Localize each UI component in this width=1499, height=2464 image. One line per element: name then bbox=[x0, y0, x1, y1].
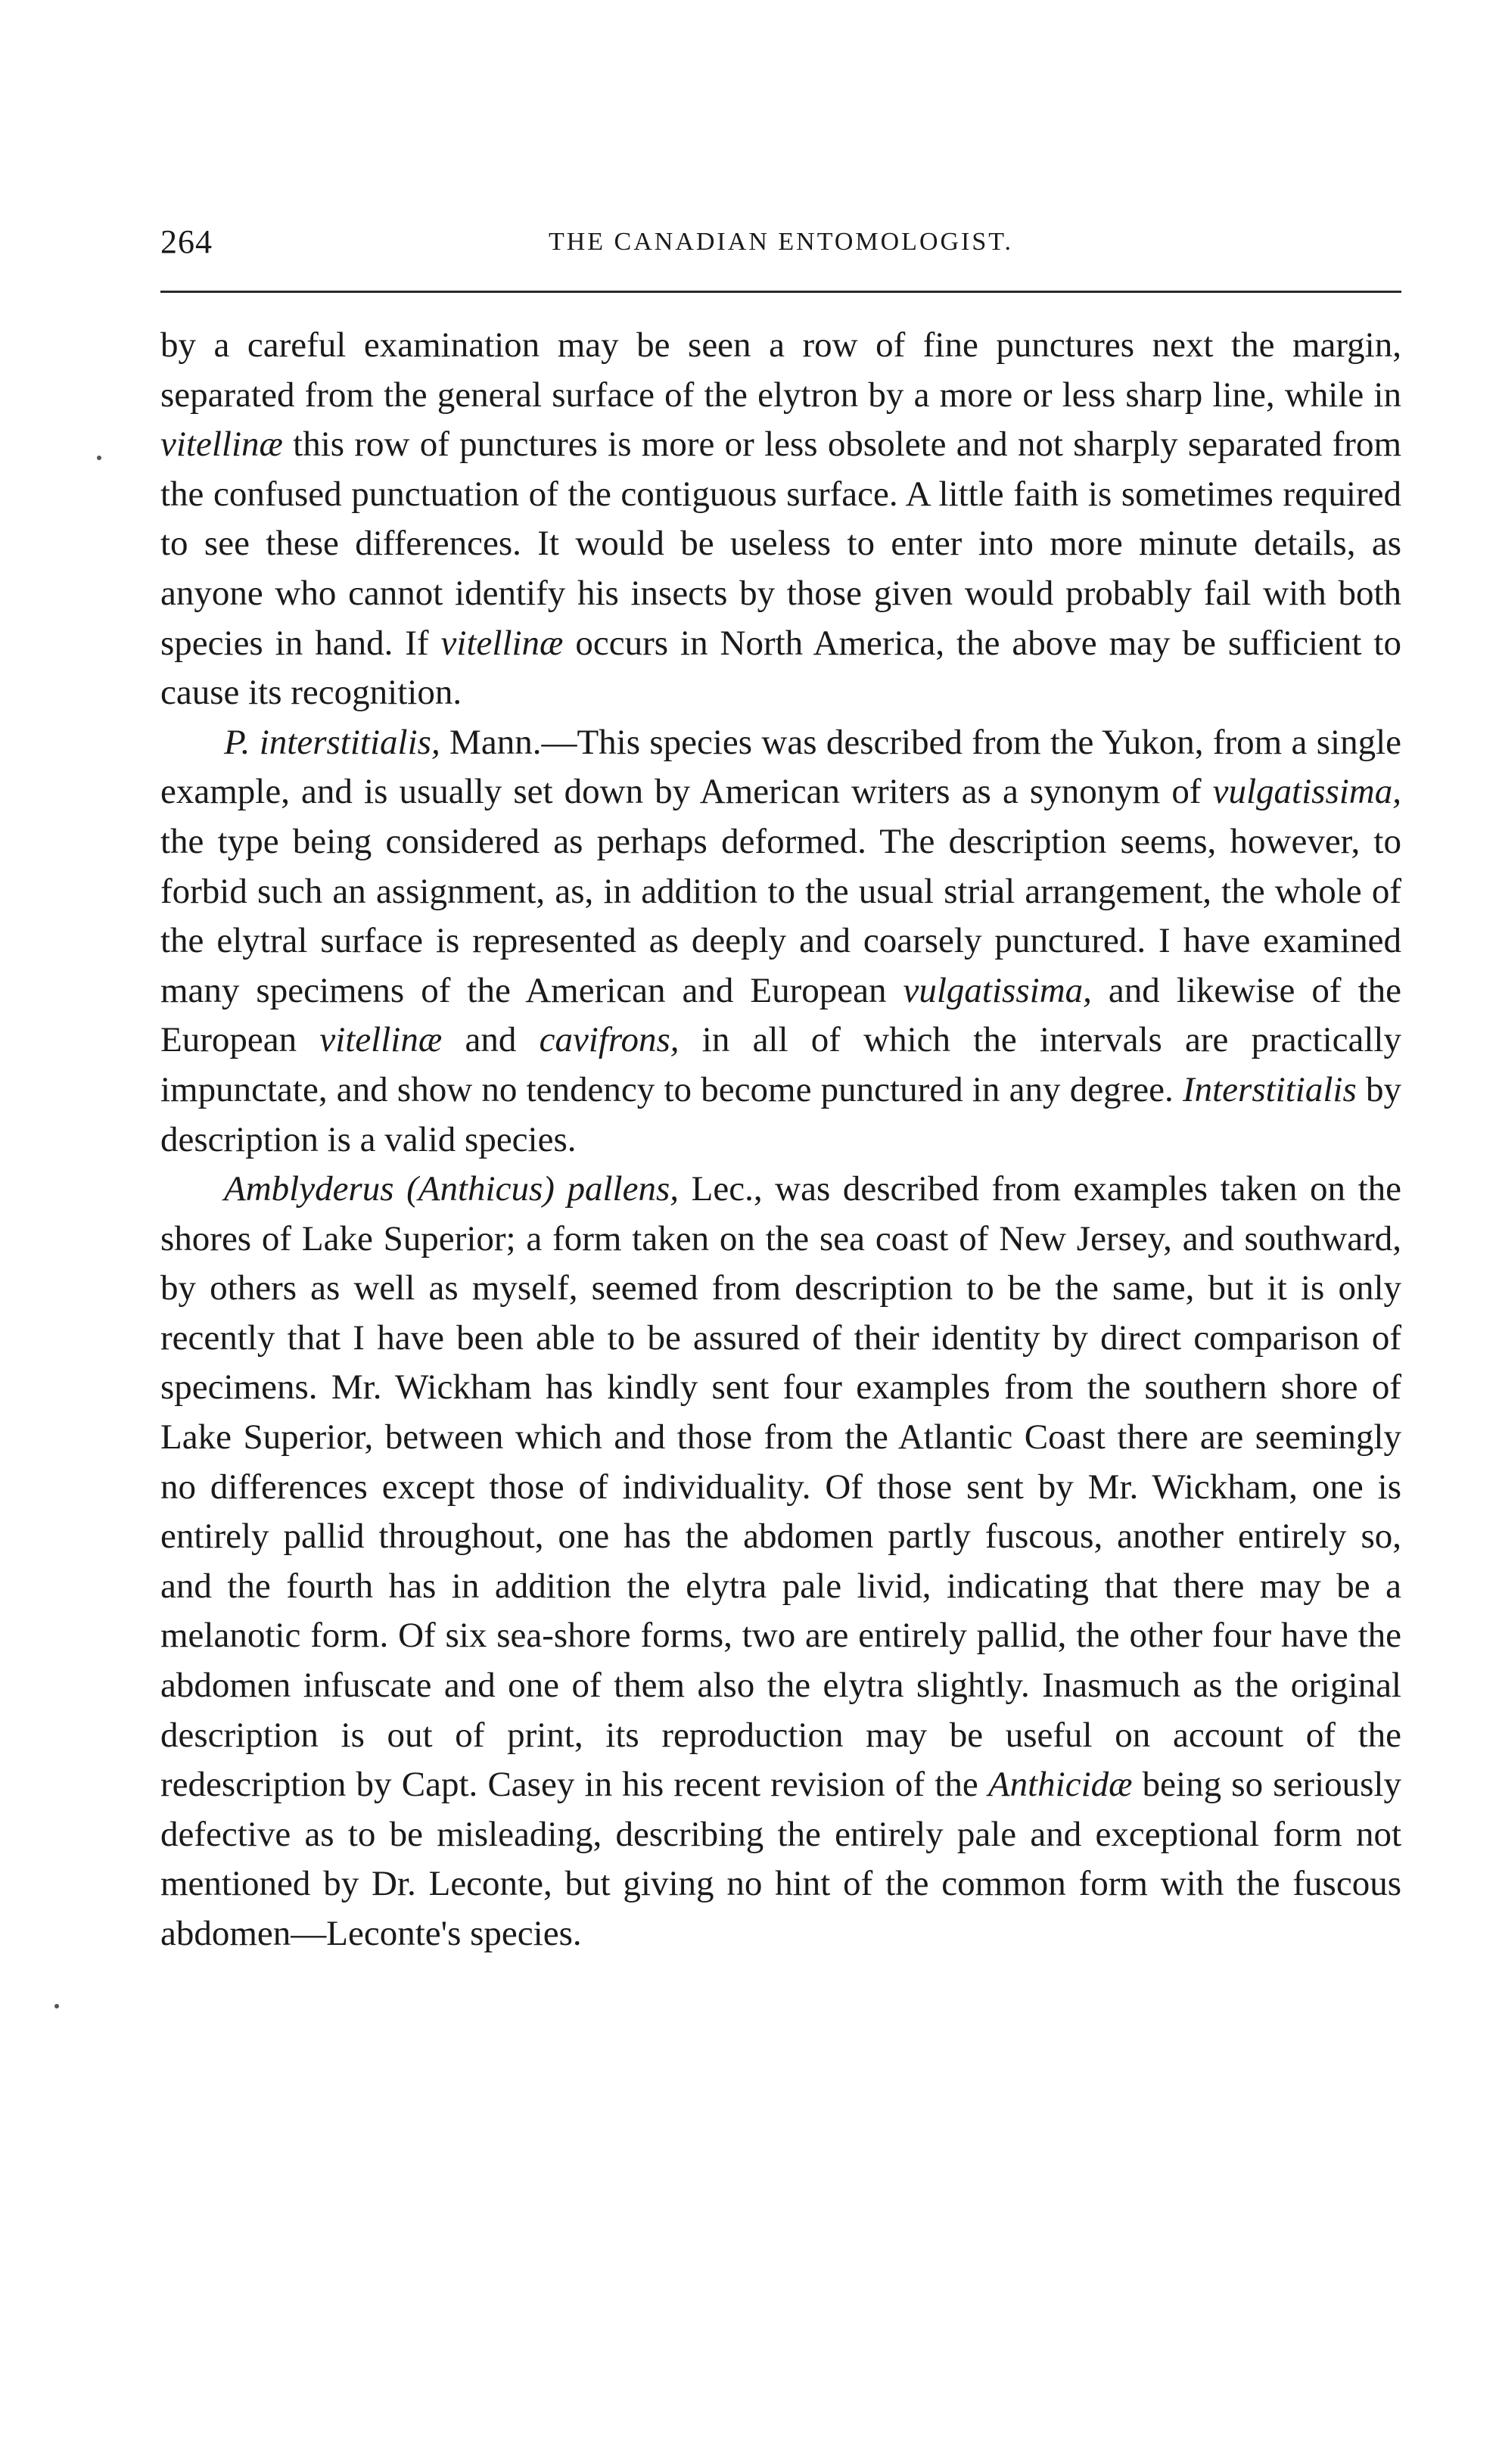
page-header bbox=[160, 219, 1401, 265]
paragraph-3 bbox=[160, 1165, 1401, 1959]
margin-dot bbox=[54, 2004, 59, 2008]
header-rule bbox=[160, 291, 1401, 293]
italic-term: Interstitialis bbox=[1182, 1069, 1357, 1109]
italic-term: vitellinæ bbox=[440, 623, 564, 663]
paragraph-2 bbox=[160, 718, 1401, 1165]
text-run: by a careful examination may be seen a row of fine punctures next the margin, separated from the general surface of the elytron by a more or less sharp line, while in bbox=[160, 325, 1401, 415]
article-body bbox=[160, 321, 1401, 1959]
text-run: Mann.—This species was described from the Yukon, from a single example, and is usually set down by American writers as a synonym of bbox=[160, 722, 1401, 812]
italic-term: Anthicidæ bbox=[987, 1765, 1133, 1805]
text-run: occurs in North America, the above may be sufficient to cause its recognition. bbox=[160, 623, 1401, 713]
text-run: this row of punctures is more or less obsolete and not sharply separated from the confused punctuation of the contiguous surface. A little faith is sometimes required to see these differences. It would be useless to enter into more minute details, as anyone who cannot identify his insects by those given would probably fail with both species in hand. If bbox=[160, 425, 1401, 663]
italic-term: vulgatissima, bbox=[1212, 772, 1401, 812]
margin-dot bbox=[97, 456, 101, 460]
italic-term: cavifrons, bbox=[539, 1020, 680, 1060]
italic-term: Amblyderus (Anthicus) pallens, bbox=[224, 1169, 680, 1209]
text-run: and likewise of the European bbox=[160, 970, 1402, 1060]
text-run: in all of which the intervals are practically impunctate, and show no tendency to become punctured in any degree. bbox=[160, 1020, 1401, 1109]
italic-term: P. interstitialis, bbox=[224, 722, 440, 762]
text-run: and bbox=[442, 1020, 540, 1060]
italic-term: vitellinæ bbox=[319, 1020, 443, 1060]
text-run: being so seriously defective as to be misleading, describing the entirely pale and exceptional form not mentioned by Dr. Leconte, but giving no hint of the common form with the fuscous abdomen—Leconte's species. bbox=[160, 1765, 1401, 1953]
italic-term: vulgatissima, bbox=[903, 970, 1092, 1010]
page-number: 264 bbox=[160, 223, 213, 260]
text-run: by description is a valid species. bbox=[160, 1069, 1401, 1159]
text-run: the type being considered as perhaps deformed. The description seems, however, to forbid such an assignment, as, in addition to the usual strial arrangement, the whole of the elytral surface is represented as deeply and coarsely punctured. I have examined many specimens of the American and European bbox=[160, 821, 1401, 1010]
running-title: THE CANADIAN ENTOMOLOGIST. bbox=[548, 228, 1014, 256]
text-run: Lec., was described from examples taken on the shores of Lake Superior; a form taken on the sea coast of New Jersey, and southward, by others as well as myself, seemed from description to be the same, but it is only recently that I have been able to be assured of their identity by direct comparison of specimens. Mr. Wickham has kindly sent four examples from the southern shore of Lake Superior, between which and those from the Atlantic Coast there are seemingly no differences except those of individuality. Of those sent by Mr. Wickham, one is entirely pallid throughout, one has the abdomen partly fuscous, another entirely so, and the fourth has in addition the elytra pale livid, indicating that there may be a melanotic form. Of six sea-shore forms, two are entirely pallid, the other four have the abdomen infuscate and one of them also the elytra slightly. Inasmuch as the original description is out of print, its reproduction may be useful on account of the redescription by Capt. Casey in his recent revision of the bbox=[160, 1169, 1402, 1805]
paragraph-1 bbox=[160, 321, 1401, 718]
italic-term: vitellinæ bbox=[160, 425, 283, 465]
